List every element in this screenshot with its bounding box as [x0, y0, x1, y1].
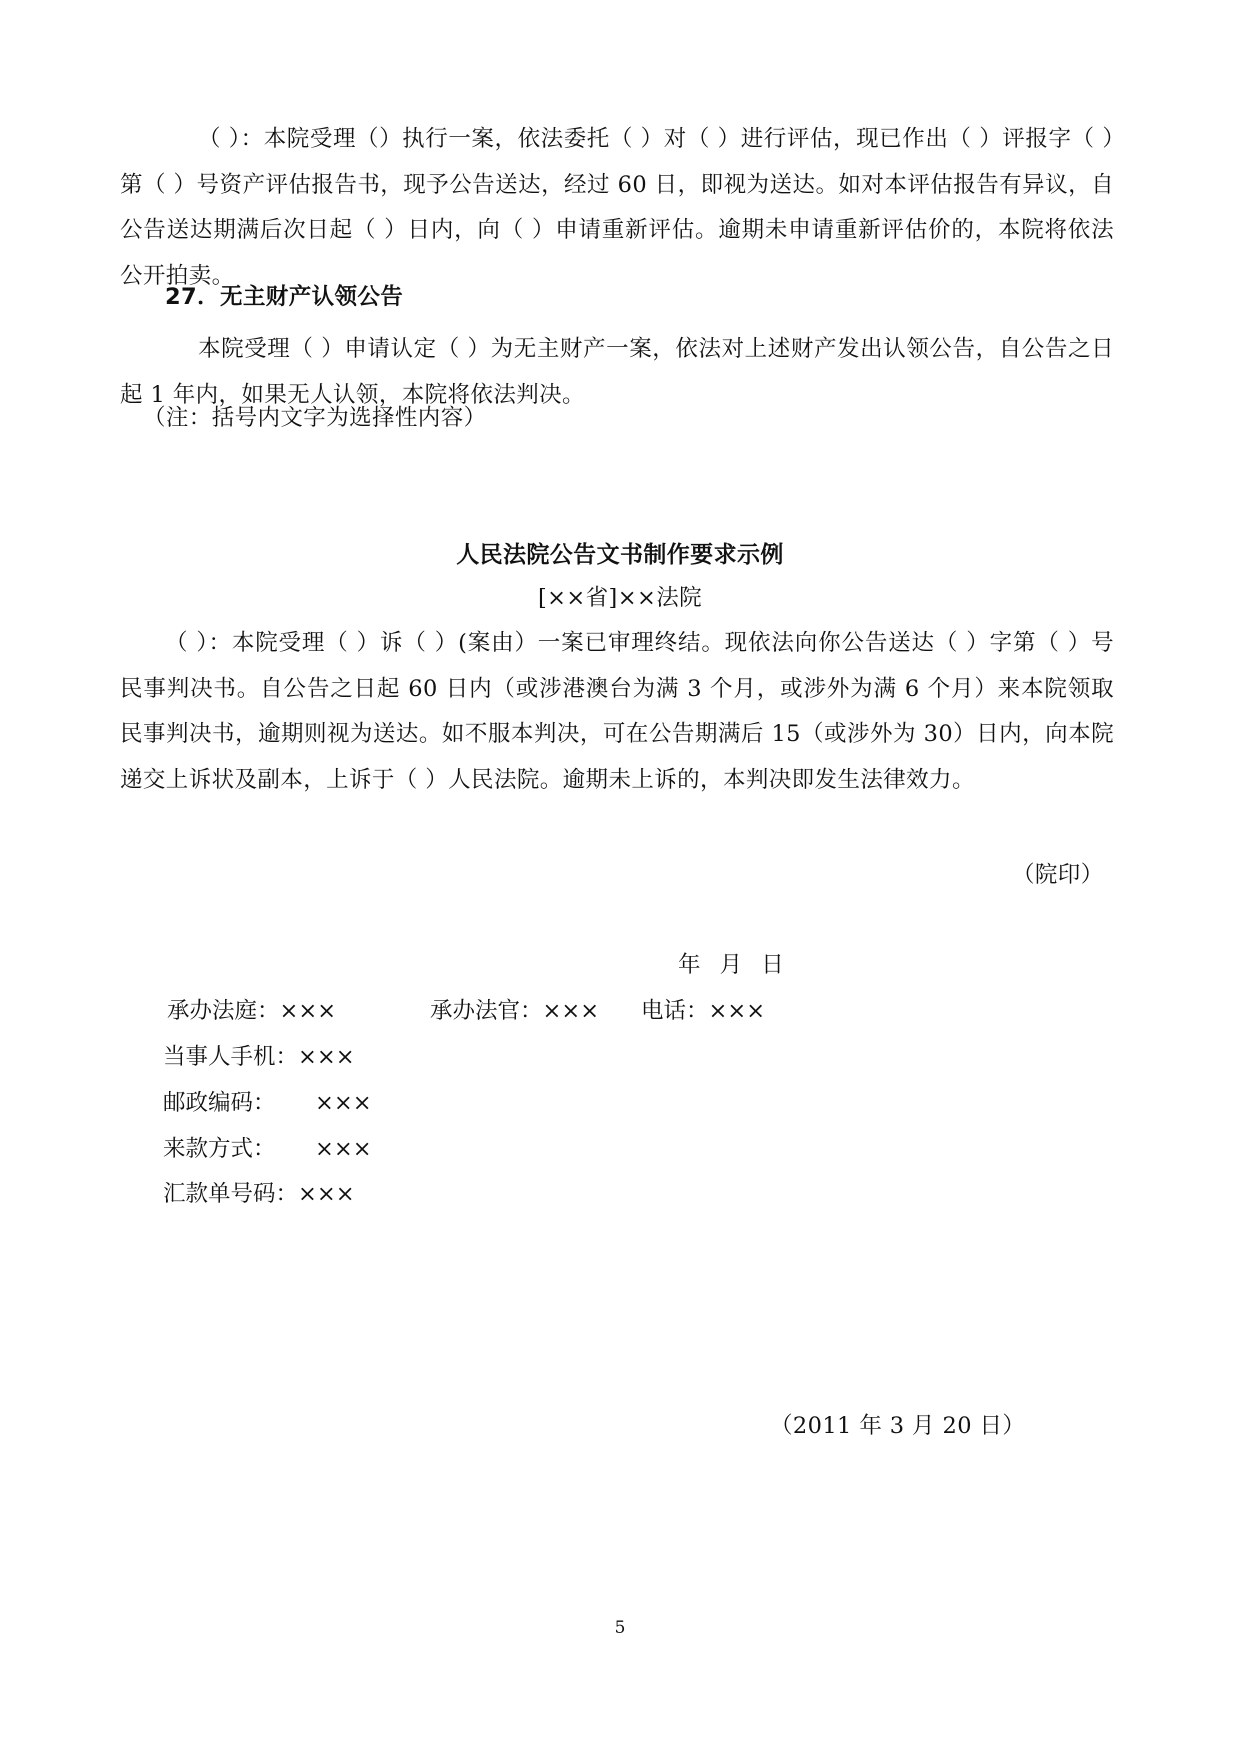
document-date: （2011 年 3 月 20 日） [770, 1413, 1026, 1439]
page-number: 5 [614, 1618, 626, 1638]
example-title: 人民法院公告文书制作要求示例 [456, 542, 784, 568]
remittance-value: ××× [298, 1181, 355, 1207]
payment-value: ××× [315, 1136, 372, 1162]
mobile-value: ××× [298, 1044, 355, 1070]
tribunal-label: 承办法庭： [167, 998, 280, 1024]
date-placeholder: 年 月 日 [678, 952, 790, 978]
phone-field [641, 996, 765, 1026]
phone-value: ××× [708, 998, 766, 1024]
mobile-label: 当事人手机： [163, 1044, 299, 1070]
unowned-property-paragraph: 本院受理（ ）申请认定（ ）为无主财产一案，依法对上述财产发出认领公告，自公告之日起 1 年内，如果无人认领，本院将依法判决。 [120, 336, 1114, 408]
appraisal-notice-paragraph: （ ）：本院受理（）执行一案，依法委托（ ）对（ ）进行评估，现已作出（ ）评报字（ ）第（ ）号资产评估报告书，现予公告送达，经过 60 日，即视为送达。如对本评估报告有异议，自公告送达期满后次日起（ ）日内，向（ ）申请重新评估。逾期未申请重新评估价的，本院将依法公开拍卖。 [120, 126, 1114, 289]
judge-label: 承办法官： [430, 998, 543, 1024]
payment-label: 来款方式： [163, 1136, 276, 1162]
court-name: [××省]××法院 [537, 585, 703, 611]
postcode-label: 邮政编码： [163, 1090, 276, 1116]
remittance-field [163, 1179, 355, 1209]
postcode-field [163, 1088, 372, 1118]
court-seal-placeholder: （院印） [1012, 862, 1104, 888]
phone-label: 电话： [641, 998, 709, 1024]
judge-value: ××× [542, 998, 600, 1024]
remittance-label: 汇款单号码： [163, 1181, 299, 1207]
postcode-value: ××× [315, 1090, 372, 1116]
payment-field [163, 1134, 372, 1164]
example-notice-paragraph: （ ）：本院受理（ ）诉（ ）(案由）一案已审理终结。现依法向你公告送达（ ）字第（ ）号民事判决书。自公告之日起 60 日内（或涉港澳台为满 3 个月，或涉外为满 6 个月）来本院领取民事判决书，逾期则视为送达。如不服本判决，可在公告期满后 15（或涉外为 30）日内，向本院递交上诉状及副本，上诉于（ ）人民法院。逾期未上诉的，本判决即发生法律效力。 [120, 630, 1114, 793]
unowned-property-heading: 27．无主财产认领公告 [165, 284, 404, 310]
judge-field [430, 996, 599, 1026]
mobile-field [163, 1042, 355, 1072]
tribunal-value: ××× [279, 998, 337, 1024]
selective-content-note: （注：括号内文字为选择性内容） [143, 405, 487, 431]
tribunal-field [167, 996, 336, 1026]
